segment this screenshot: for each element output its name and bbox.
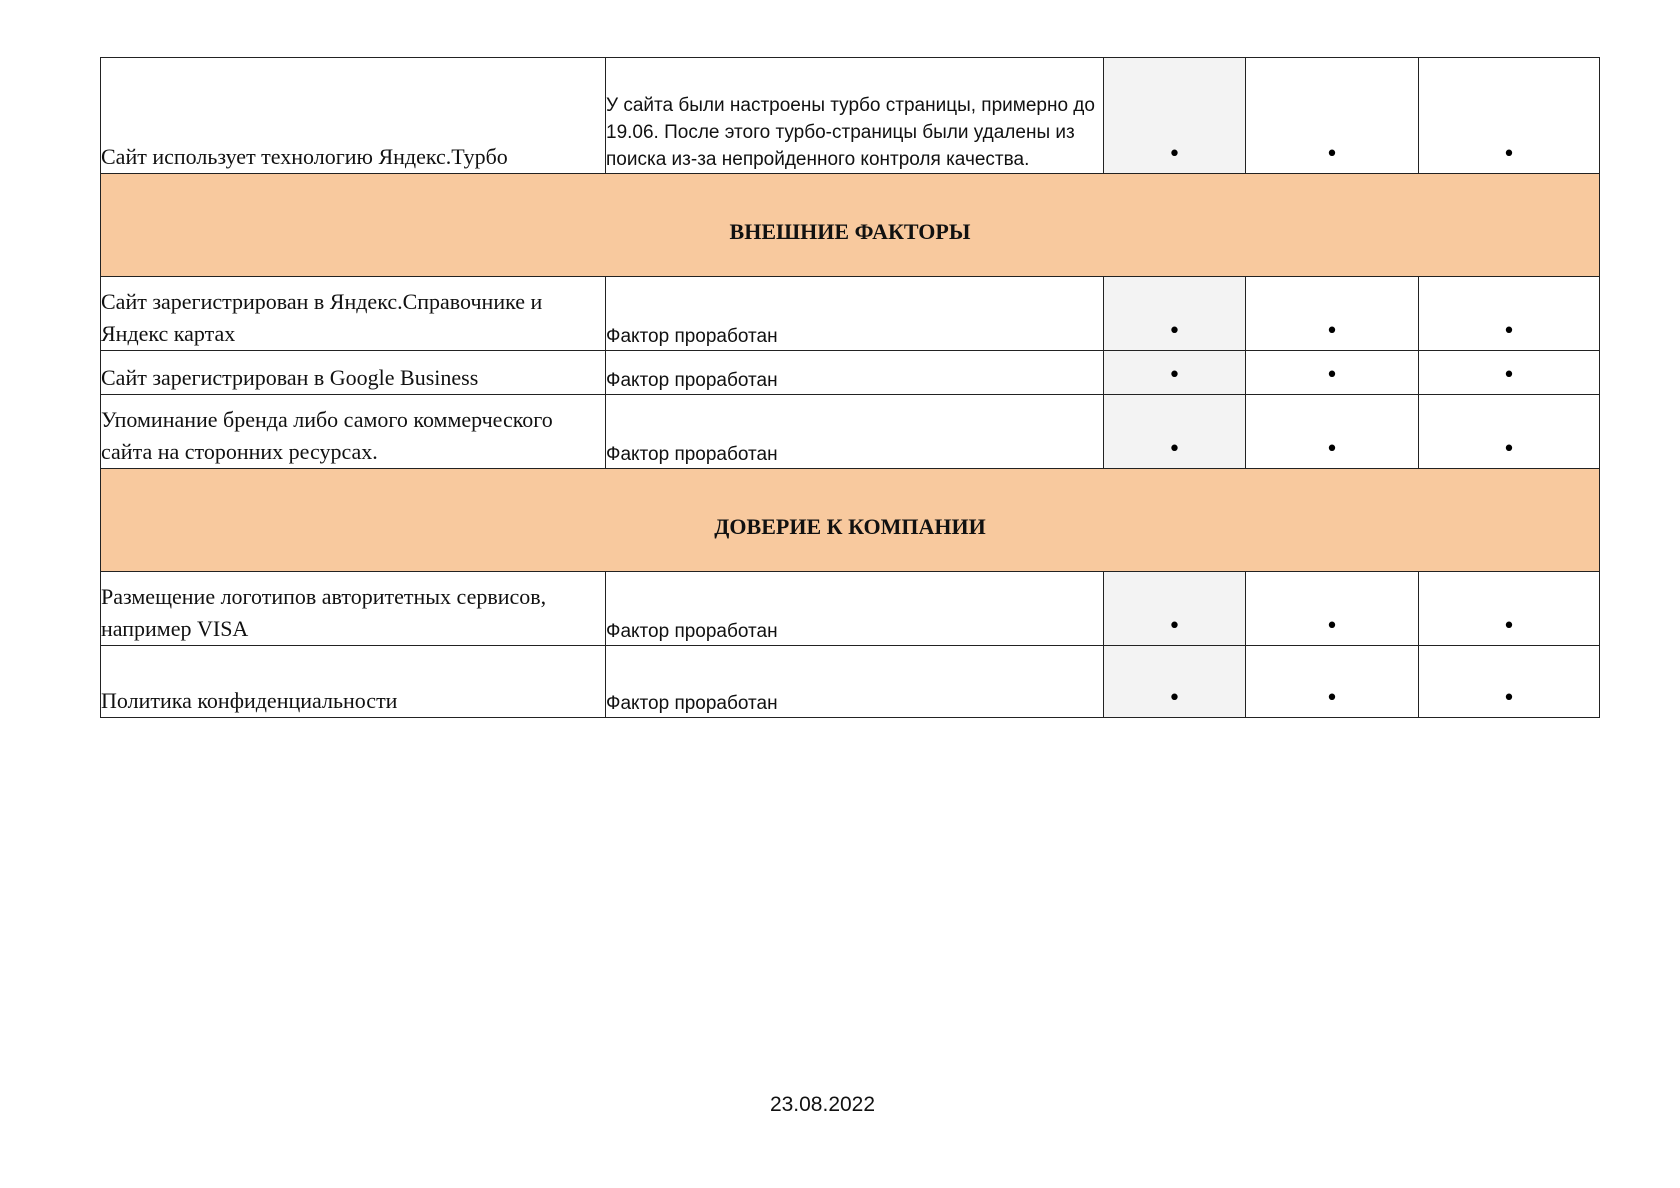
bullet-mark: • [1168, 686, 1181, 711]
comment-cell: Фактор проработан [606, 572, 1104, 646]
table-row [101, 58, 1600, 174]
comment-cell: Фактор проработан [606, 351, 1104, 395]
mark-cell [1104, 351, 1246, 395]
bullet-mark: • [1168, 614, 1181, 639]
mark-cell [1419, 58, 1600, 174]
section-header-row [101, 469, 1600, 572]
factor-cell: Сайт зарегистрирован в Яндекс.Справочнике и Яндекс картах [101, 277, 606, 351]
bullet-mark: • [1168, 363, 1181, 388]
mark-cell [1246, 58, 1419, 174]
bullet-mark: • [1325, 686, 1339, 711]
bullet-mark: • [1168, 319, 1181, 344]
mark-cell [1419, 572, 1600, 646]
bullet-mark: • [1502, 437, 1516, 462]
mark-cell [1419, 277, 1600, 351]
bullet-mark: • [1502, 142, 1516, 167]
bullet-mark: • [1325, 142, 1339, 167]
table-row [101, 395, 1600, 469]
bullet-mark: • [1502, 686, 1516, 711]
comment-cell: У сайта были настроены турбо страницы, примерно до 19.06. После этого турбо-страницы были удалены из поиска из-за непройденного контроля качества. [606, 58, 1104, 174]
bullet-mark: • [1325, 614, 1339, 639]
mark-cell [1419, 646, 1600, 718]
footer-date: 23.08.2022 [769, 1093, 876, 1116]
mark-cell [1104, 572, 1246, 646]
section-title: ВНЕШНИЕ ФАКТОРЫ [101, 174, 1600, 277]
mark-cell [1246, 646, 1419, 718]
factor-cell: Сайт зарегистрирован в Google Business [101, 351, 606, 395]
bullet-mark: • [1502, 363, 1516, 388]
mark-cell [1104, 646, 1246, 718]
mark-cell [1419, 395, 1600, 469]
factor-cell: Упоминание бренда либо самого коммерческого сайта на сторонних ресурсах. [101, 395, 606, 469]
factor-cell: Сайт использует технологию Яндекс.Турбо [101, 58, 606, 174]
mark-cell [1104, 277, 1246, 351]
comment-cell: Фактор проработан [606, 646, 1104, 718]
table-row [101, 277, 1600, 351]
mark-cell [1246, 277, 1419, 351]
mark-cell [1246, 572, 1419, 646]
comment-cell: Фактор проработан [606, 395, 1104, 469]
mark-cell [1246, 395, 1419, 469]
mark-cell [1419, 351, 1600, 395]
comment-cell: Фактор проработан [606, 277, 1104, 351]
bullet-mark: • [1325, 363, 1339, 388]
mark-cell [1104, 395, 1246, 469]
bullet-mark: • [1168, 437, 1181, 462]
factor-cell: Политика конфиденциальности [101, 646, 606, 718]
mark-cell [1104, 58, 1246, 174]
bullet-mark: • [1502, 614, 1516, 639]
mark-cell [1246, 351, 1419, 395]
table-row [101, 646, 1600, 718]
table-row [101, 351, 1600, 395]
section-header-row [101, 174, 1600, 277]
bullet-mark: • [1325, 319, 1339, 344]
bullet-mark: • [1168, 142, 1181, 167]
factors-table [100, 57, 1600, 718]
section-title: ДОВЕРИЕ К КОМПАНИИ [101, 469, 1600, 572]
table-row [101, 572, 1600, 646]
bullet-mark: • [1502, 319, 1516, 344]
factor-cell: Размещение логотипов авторитетных сервисов, например VISA [101, 572, 606, 646]
bullet-mark: • [1325, 437, 1339, 462]
